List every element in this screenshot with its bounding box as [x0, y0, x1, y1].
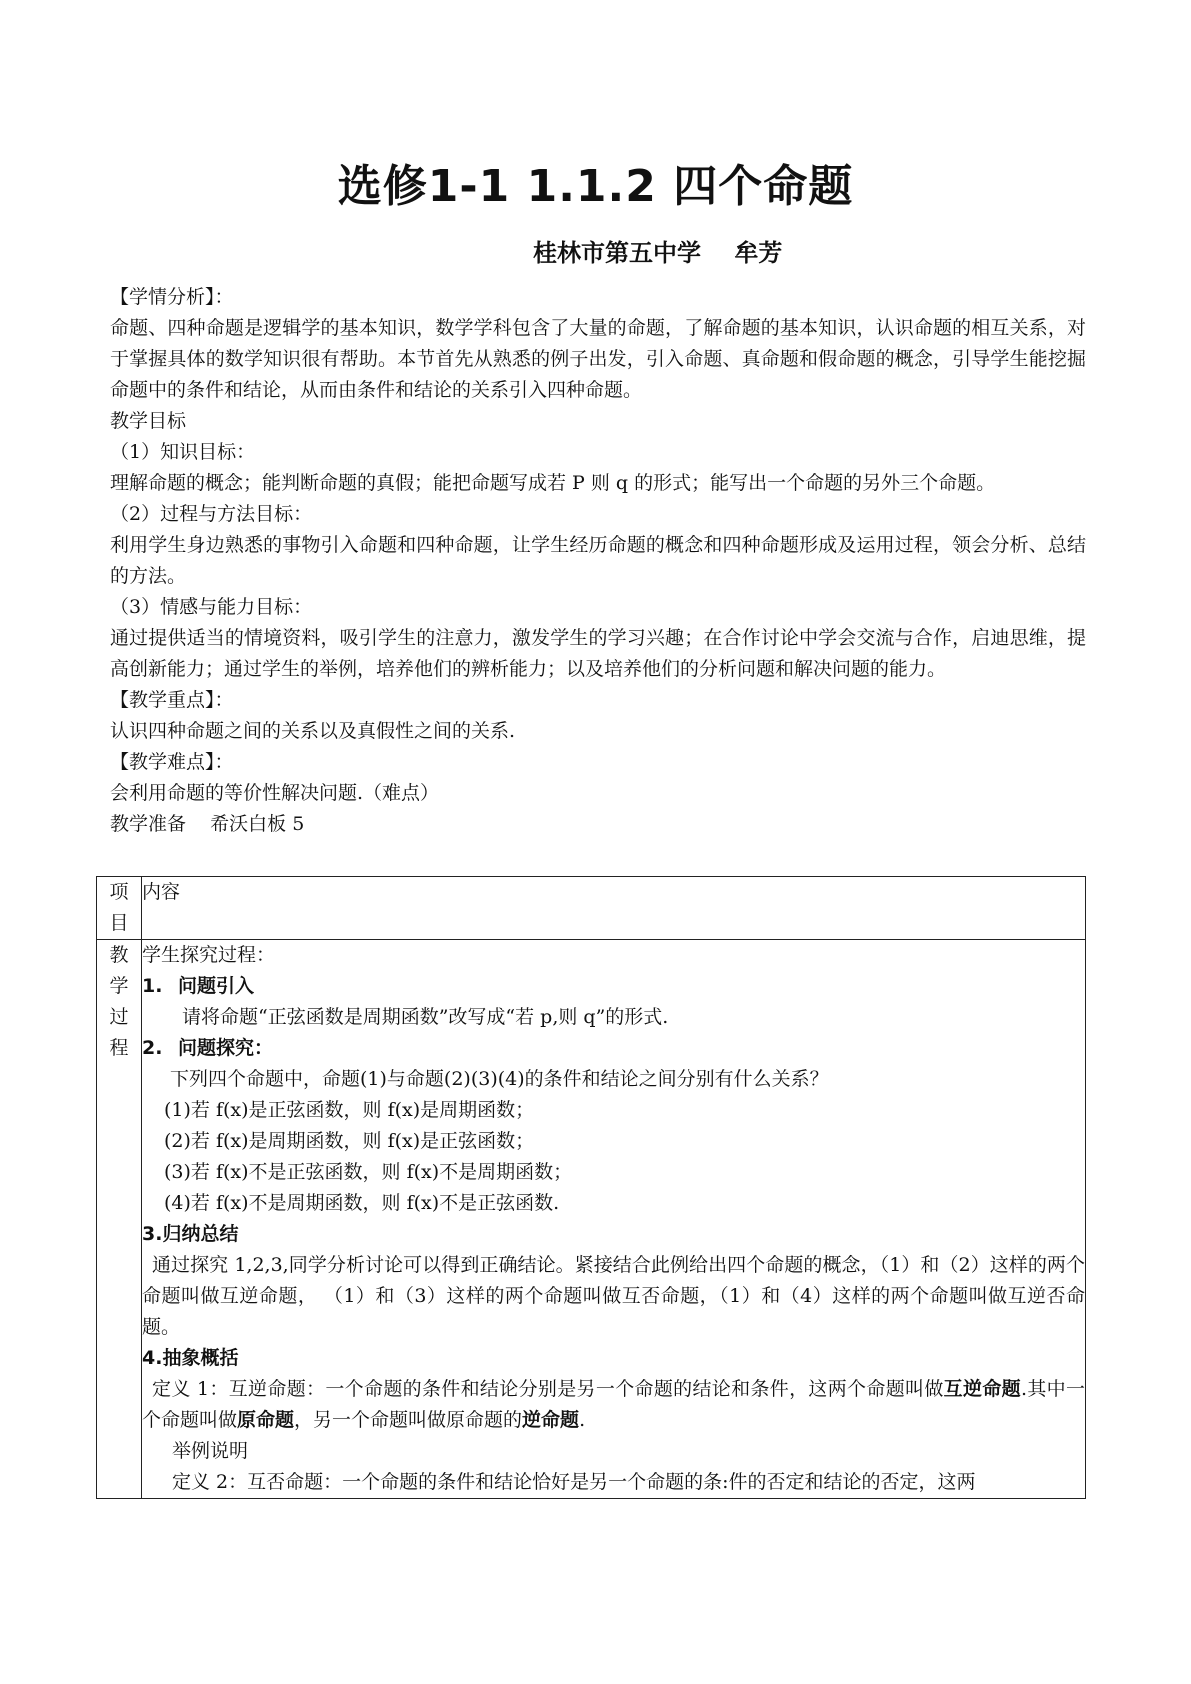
- def1-text-c: .其中一个命题叫做: [142, 1378, 1085, 1431]
- goal2-text: 利用学生身边熟悉的事物引入命题和四种命题，让学生经历命题的概念和四种命题形成及运用过程，领会分析、总结的方法。: [110, 534, 1086, 587]
- def1-text-a: 定义 1：互逆命题：一个命题的条件和结论分别是另一个命题的结论和条件，这两个命题叫做: [152, 1378, 944, 1400]
- process-label-char: 教: [109, 944, 129, 966]
- lesson-table: [96, 876, 1086, 1499]
- goal1-text: 理解命题的概念；能判断命题的真假；能把命题写成若 P 则 q 的形式；能写出一个命题的另外三个命题。: [110, 472, 996, 494]
- proposition-3: (3)若 f(x)不是正弦函数，则 f(x)不是周期函数；: [164, 1161, 573, 1183]
- def1-term-original: 原命题: [237, 1409, 295, 1431]
- example-line: 举例说明: [172, 1440, 249, 1462]
- process-label-cell: [97, 940, 142, 1499]
- step3-text: 通过探究 1,2,3,同学分析讨论可以得到正确结论。紧接结合此例给出四个命题的概念，（1）和（2）这样的两个命题叫做互逆命题， （1）和（3）这样的两个命题叫做互否命题，（1）和（4）这样的两个命题叫做互逆否命题。: [142, 1254, 1085, 1338]
- def1-term-converse-pair: 互逆命题: [943, 1378, 1021, 1400]
- process-label-char: 学: [109, 975, 129, 997]
- def1-term-converse: 逆命题: [522, 1409, 580, 1431]
- header-content-cell: 内容: [142, 877, 1086, 940]
- process-label-char: 过: [109, 1006, 129, 1028]
- process-label-char: 程: [109, 1037, 129, 1059]
- step1-heading: [142, 971, 1085, 1002]
- def1-text-e: ，另一个命题叫做原命题的: [294, 1409, 523, 1431]
- proposition-2: (2)若 f(x)是周期函数，则 f(x)是正弦函数；: [164, 1130, 535, 1152]
- proposition-4: (4)若 f(x)不是周期函数，则 f(x)不是正弦函数.: [164, 1192, 560, 1214]
- def1-text-g: .: [579, 1409, 586, 1431]
- key-heading: 【教学重点】：: [110, 689, 234, 711]
- author-line: 桂林市第五中学 牟芳: [533, 239, 783, 267]
- proposition-1: (1)若 f(x)是正弦函数，则 f(x)是周期函数；: [164, 1099, 535, 1121]
- page-title: 选修1-1 1.1.2 四个命题: [337, 161, 854, 212]
- difficult-heading: 【教学难点】：: [110, 751, 234, 773]
- goal2-heading: （2）过程与方法目标：: [110, 503, 313, 525]
- analysis-heading: 【学情分析】：: [110, 286, 234, 308]
- step2-heading: [142, 1033, 1085, 1064]
- definition-1: [142, 1374, 1085, 1436]
- step1-text: 请将命题“正弦函数是周期函数”改写成“若 p,则 q”的形式.: [182, 1006, 669, 1028]
- header-item-char: 目: [109, 912, 129, 934]
- goal1-heading: （1）知识目标：: [110, 441, 256, 463]
- header-item-cell: [97, 877, 142, 940]
- header-item-char: 项: [109, 881, 129, 903]
- process-content-cell: [142, 940, 1086, 1499]
- goal3-heading: （3）情感与能力目标：: [110, 596, 313, 618]
- table-header-row: [97, 877, 1086, 940]
- step4-heading: 4.抽象概括: [142, 1347, 239, 1369]
- step2-number: 2.: [142, 1037, 163, 1059]
- lesson-intro: [110, 282, 1086, 840]
- step1-number: 1.: [142, 975, 163, 997]
- difficult-text: 会利用命题的等价性解决问题.（难点）: [110, 782, 440, 804]
- step1-title: 问题引入: [178, 975, 255, 997]
- definition-2: 定义 2：互否命题：一个命题的条件和结论恰好是另一个命题的条:件的否定和结论的否定，这两: [172, 1471, 976, 1493]
- step2-text: 下列四个命题中，命题(1)与命题(2)(3)(4)的条件和结论之间分别有什么关系？: [170, 1068, 829, 1090]
- intro-line: 学生探究过程：: [142, 944, 276, 966]
- key-text: 认识四种命题之间的关系以及真假性之间的关系.: [110, 720, 516, 742]
- table-process-row: [97, 940, 1086, 1499]
- analysis-text: 命题、四种命题是逻辑学的基本知识，数学学科包含了大量的命题，了解命题的基本知识，认识命题的相互关系，对于掌握具体的数学知识很有帮助。本节首先从熟悉的例子出发，引入命题、真命题和假命题的概念，引导学生能挖掘命题中的条件和结论，从而由条件和结论的关系引入四种命题。: [110, 317, 1086, 401]
- step2-title: 问题探究：: [178, 1037, 274, 1059]
- step3-heading: 3.归纳总结: [142, 1223, 239, 1245]
- goals-heading: 教学目标: [110, 410, 187, 432]
- goal3-text: 通过提供适当的情境资料，吸引学生的注意力，激发学生的学习兴趣；在合作讨论中学会交流与合作，启迪思维，提高创新能力；通过学生的举例，培养他们的辨析能力；以及培养他们的分析问题和解决问题的能力。: [110, 627, 1086, 680]
- prep-text: 教学准备 希沃白板 5: [110, 813, 305, 835]
